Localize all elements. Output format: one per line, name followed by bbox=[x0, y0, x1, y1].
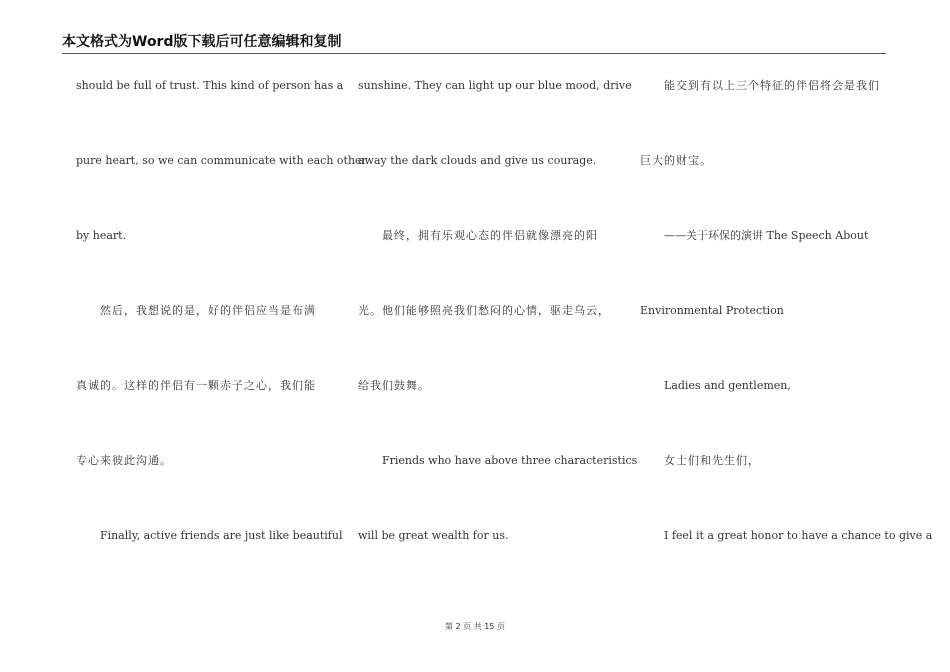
text-line: 光。他们能够照亮我们愁闷的心情，驱走乌云， bbox=[358, 304, 610, 317]
text-line: pure heart, so we can communicate with each other bbox=[76, 154, 367, 167]
text-line: should be full of trust. This kind of person has a bbox=[76, 79, 344, 92]
text-line: 然后，我想说的是，好的伴侣应当是布满 bbox=[100, 304, 316, 317]
text-line: Environmental Protection bbox=[640, 304, 784, 317]
text-line: by heart. bbox=[76, 229, 127, 242]
text-line: sunshine. They can light up our blue mood, drive bbox=[358, 79, 632, 92]
text-line: I feel it a great honor to have a chance to give a bbox=[664, 529, 933, 542]
page-number: 第 2 页 共 15 页 bbox=[445, 622, 505, 631]
text-line: 真诚的。这样的伴侣有一颗赤子之心，我们能 bbox=[76, 379, 316, 392]
text-line: will be great wealth for us. bbox=[358, 529, 509, 542]
text-line: 能交到有以上三个特征的伴侣将会是我们 bbox=[664, 79, 880, 92]
text-line: 女士们和先生们， bbox=[664, 454, 760, 467]
text-line: 给我们鼓舞。 bbox=[358, 379, 430, 392]
text-line: away the dark clouds and give us courage. bbox=[358, 154, 597, 167]
text-line: 巨大的财宝。 bbox=[640, 154, 712, 167]
text-line: Finally, active friends are just like beautiful bbox=[100, 529, 343, 542]
text-line: 最终，拥有乐观心态的伴侣就像漂亮的阳 bbox=[382, 229, 598, 242]
text-line: 专心来彼此沟通。 bbox=[76, 454, 172, 467]
text-line: Friends who have above three characteristics bbox=[382, 454, 638, 467]
header-title: 本文格式为Word版下载后可任意编辑和复制 bbox=[62, 34, 342, 50]
page-header bbox=[62, 33, 886, 54]
text-line: Ladies and gentlemen, bbox=[664, 379, 791, 392]
text-line: ——关于环保的演讲 The Speech About bbox=[664, 229, 869, 242]
